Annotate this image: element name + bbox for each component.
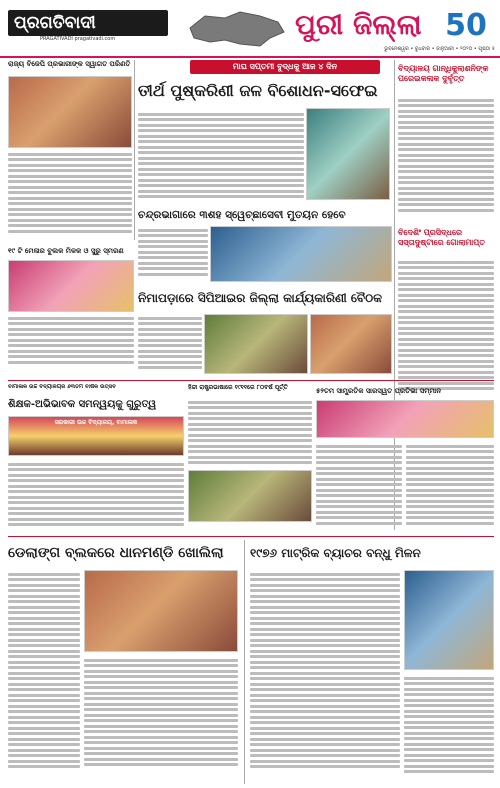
sanskrit-headline: ୫୨ତମ ସାମ୍ପ୍ରତିକ ସାରସ୍ୱତ ପ୍ରତିଭା ସମ୍ମାନ [316,387,442,395]
district-title: ପୁରୀ ଜିଲ୍ଲା [295,8,422,41]
banner-magha-saptami: ମାଘ ସପ୍ତମୀ ବୁଦ୍ଧକୁ ଆଜ ୪ ଦିନ [190,60,380,74]
story-head-right-mid: ବିଦେଶିଂ ପ୍ରସିଦ୍ଧରେ ସସ୍ତାଦୁଷ୍ଟାରେ ଗୋଲାମାପ୍ତ [398,228,486,247]
delang-body [8,570,80,780]
story-head-bjp: ରାଜ୍ୟ ବିଜେପି ପ୍ରଭାରୀଙ୍କ ସ୍ୱାଗତ ପରିଣତି [8,60,131,68]
column-divider [134,60,135,240]
stage-banner-text: ସରକାରୀ ଉଚ୍ଚ ବିଦ୍ୟାଳୟ, ବାମାଳାକ [54,419,138,426]
photo-women-gathering [8,260,134,312]
school-headline: ଶିକ୍ଷକ-ଅଭିଭାବକ ସମନ୍ୱୟକୁ ଗୁରୁତ୍ୱ [8,399,157,410]
chandrabhaga-headline: ଚନ୍ଦ୍ରଭାଗାରେ ୩ଶହ ସ୍ୱେଚ୍ଛାସେବୀ ମୁତୟନ ହେବେ [138,209,346,221]
photo-cpi-leaders [310,314,392,374]
matric-headline: ୧୯୭୬ ମାଟ୍ରିକ ବ୍ୟାଚର ବନ୍ଧୁ ମିଳନ [250,546,421,560]
story-body-bjp [8,150,132,242]
photo-award-ceremony [316,400,494,438]
masthead-tagline [0,0,500,8]
section-rule-2 [8,536,494,537]
hindi-headline: ହିନ୍ଦୀ ରାଷ୍ଟ୍ରଭାଷାରେ ୧୯୧୧ରେ ୮୦ବର୍ଷ ପୂର୍ତ୍ତି [188,384,288,391]
photo-cpi-meeting [204,314,308,374]
logo-subtitle: PRAGATIVADI pragativadi.com [40,36,116,42]
photo-paddy-center [84,570,238,652]
nimapada-headline: ନିମାପଡ଼ାରେ ସିପିଆଇର ଜିଲ୍ଲା କାର୍ଯ୍ୟକାରିଣୀ ବୈଠକ [138,291,382,305]
school-story-body [8,460,184,530]
photo-matric-reunion [404,570,494,670]
column-divider-bottom [244,540,245,784]
story-body-left-mid [8,314,134,370]
photo-hindi-event [188,470,312,522]
section-rule [8,380,494,381]
lead-headline: ତୀର୍ଥ ପୁଷ୍କରିଣୀ ଜଳ ବିଶୋଧନ-ସଫେଇ [138,81,378,100]
school-pre-head: ବାମାଳାକ ଉଚ୍ଚ ବିଦ୍ୟାଳୟର ୬୩ତମ ବାର୍ଷିକ ଉତ୍ସବ [8,384,116,390]
dateline: ଭୁବନେଶ୍ୱର • ବୁଧବାର • ଜାନୁଆରୀ • ୨୦୨୦ • ପୃଷ୍ଠା ୫ [384,46,495,52]
matric-body [250,570,400,780]
anniversary-logo: 50 [445,8,487,43]
delang-body-2 [84,656,238,780]
sanskrit-body-col2 [406,442,494,532]
photo-bjp-meeting [8,76,132,148]
chandrabhaga-body [138,226,208,282]
story-body-right-top [398,96,494,226]
sanskrit-body-col1 [316,442,402,532]
delang-headline: ଡେଲାଙ୍ଗ ବ୍ଲକରେ ଧାନମଣ୍ଡି ଖୋଲିଲା [8,545,224,561]
lead-story-body [138,110,304,208]
photo-volunteers-meeting [210,226,392,282]
odisha-map-icon [180,8,290,50]
newspaper-logo: ପ୍ରଗତିବାଦୀ [8,10,168,36]
masthead-rule [0,56,500,58]
story-head-school-right: ବିଦ୍ୟାଳୟ ଗାନ୍ଧିକୁଲାଶନିଙ୍କ ପରେଇକଳାକ ଦୁର୍ବୃତ୍ତ [398,64,489,83]
nimapada-body [138,314,202,374]
hindi-story-body [188,398,312,468]
matric-body-2 [404,674,494,780]
story-head-left-mid: ୧୯ ଟି ମେଳାର ବୁଲକ ମିଳକ ଓ ସୁରୁ ସ୍ମରଣ [8,247,124,255]
photo-pond [306,108,390,200]
